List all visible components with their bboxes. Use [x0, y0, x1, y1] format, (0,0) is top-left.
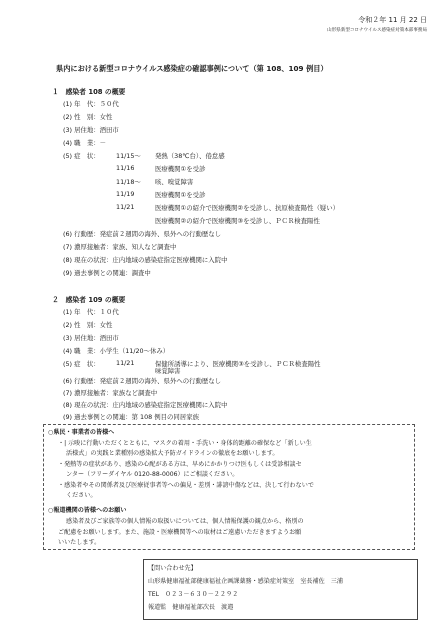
case-108-symptom-date: 11/18～: [116, 178, 141, 186]
document-title: 県内における新型コロナウイルス感染症の確認事例について（第 108、109 例目）: [56, 64, 328, 73]
citizens-notice-line: ください。: [66, 492, 97, 499]
case-109-sex: (2) 性 別：女性: [63, 321, 113, 329]
contact-office: 山形県健康福祉部健康福祉企画課薬務・感染症対策室 室長補佐 三浦: [148, 578, 343, 585]
case-108-symptom-date: 11/21: [116, 203, 135, 211]
notice-box: [43, 424, 415, 550]
case-108-heading: １ 感染者 108 の概要: [52, 88, 126, 96]
contact-phone: TEL ０２３－６３０－２２９２: [148, 591, 239, 598]
contact-box: [143, 559, 418, 620]
case-108-symptom-text: 発熱（38℃台）、倦怠感: [155, 152, 225, 160]
document-date: 令和２年 11 月 22 日: [358, 16, 427, 24]
citizens-notice-line: ・発熱等の症状があり、感染の心配がある方は、早めにかかりつけ医もしくは受診相談セ: [58, 461, 302, 468]
case-109-residence: (3) 居住地：酒田市: [63, 334, 119, 342]
case-108-symptom-date: 11/19: [116, 190, 135, 198]
issuing-department: 山形県新型コロナウイルス感染症対策本部事務局: [327, 28, 427, 33]
case-109-symptom-text-2: 味覚障害: [155, 367, 181, 375]
citizens-notice-line: ンター（フリーダイヤル 0120-88-0006）にご相談ください。: [66, 471, 239, 478]
case-109-relation: (9) 過去事例との関連：第 108 例目の同居家族: [63, 413, 199, 421]
case-109-symptom-date: 11/21: [116, 359, 135, 367]
case-109-age: (1) 年 代：１０代: [63, 308, 119, 316]
case-109-symptom-text: 保健所誘導により、医療機関③を受診し、ＰＣＲ検査陽性: [155, 360, 321, 368]
case-108-symptom-text: 医療機関②の紹介で医療機関③を受診し、ＰＣＲ検査陽性: [155, 217, 320, 225]
case-109-status: (8) 現在の状況：庄内地域の感染症指定医療機関に入院中: [63, 401, 228, 409]
case-108-travel: (6) 行動歴：発症前２週間の海外、県外への行動歴なし: [63, 230, 222, 238]
case-108-job: (4) 職 業：－: [63, 139, 107, 147]
citizens-notice-line: 活様式」の実践と業種別の感染拡大予防ガイドラインの徹底をお願いします。: [66, 450, 279, 457]
case-108-symptom-text: 医療機関①を受診: [155, 165, 206, 173]
case-108-status: (8) 現在の状況：庄内地域の感染症指定医療機関に入院中: [63, 256, 228, 264]
case-108-symptom-text: 医療機関①の紹介で医療機関②を受診し、抗原検査陽性（疑い）: [155, 204, 340, 212]
case-108-contacts: (7) 濃厚接触者：家族、知人など調査中: [63, 243, 177, 251]
citizens-notice-line: ・| 示唆に行動いただくとともに、マスクの着用・手洗い・身体的距離の確保など「新しい生: [58, 440, 312, 447]
citizens-notice-line: ・感染者やその関係者及び医療従事者等への偏見・差別・誹謗中傷などは、決して行わないで: [58, 482, 314, 489]
contact-heading: 【問い合わせ先】: [148, 565, 197, 572]
case-108-symptom-text: 咳、嗅覚障害: [155, 178, 194, 186]
case-108-age: (1) 年 代：５０代: [63, 100, 119, 108]
case-108-symptom-text: 医療機関①を受診: [155, 191, 206, 199]
case-108-relation: (9) 過去事例との関連：調査中: [63, 269, 151, 277]
citizens-notice-heading: ○県民・事業者の皆様へ: [48, 429, 115, 436]
media-notice-line: 感染者及びご家族等の個人情報の取扱いについては、個人情報保護の観点から、格別の: [66, 518, 304, 525]
case-108-symptom-prefix: (5) 症 状：: [63, 152, 100, 160]
case-108-symptom-date: 11/15～: [116, 152, 141, 160]
media-notice-heading: ○報道機関の皆様へのお願い: [48, 507, 127, 514]
media-notice-line: いいたします。: [58, 539, 101, 546]
case-108-symptom-date: 11/16: [116, 164, 135, 172]
media-notice-line: ご配慮をお願いします。また、施設・医療機関等への取材はご遠慮いただきますようお願: [58, 529, 302, 536]
case-109-travel: (6) 行動歴：発症前２週間の海外、県外への行動歴なし: [63, 377, 222, 385]
case-108-sex: (2) 性 別：女性: [63, 113, 113, 121]
case-109-symptom-prefix: (5) 症 状：: [63, 360, 100, 368]
case-109-heading: ２ 感染者 109 の概要: [52, 296, 126, 304]
contact-press-officer: 報道監 健康福祉部次長 渡邉: [148, 604, 234, 611]
case-108-residence: (3) 居住地：酒田市: [63, 126, 119, 134]
case-109-contacts: (7) 濃厚接触者：家族など調査中: [63, 389, 158, 397]
case-109-job: (4) 職 業：小学生（11/20～休み）: [63, 347, 170, 355]
